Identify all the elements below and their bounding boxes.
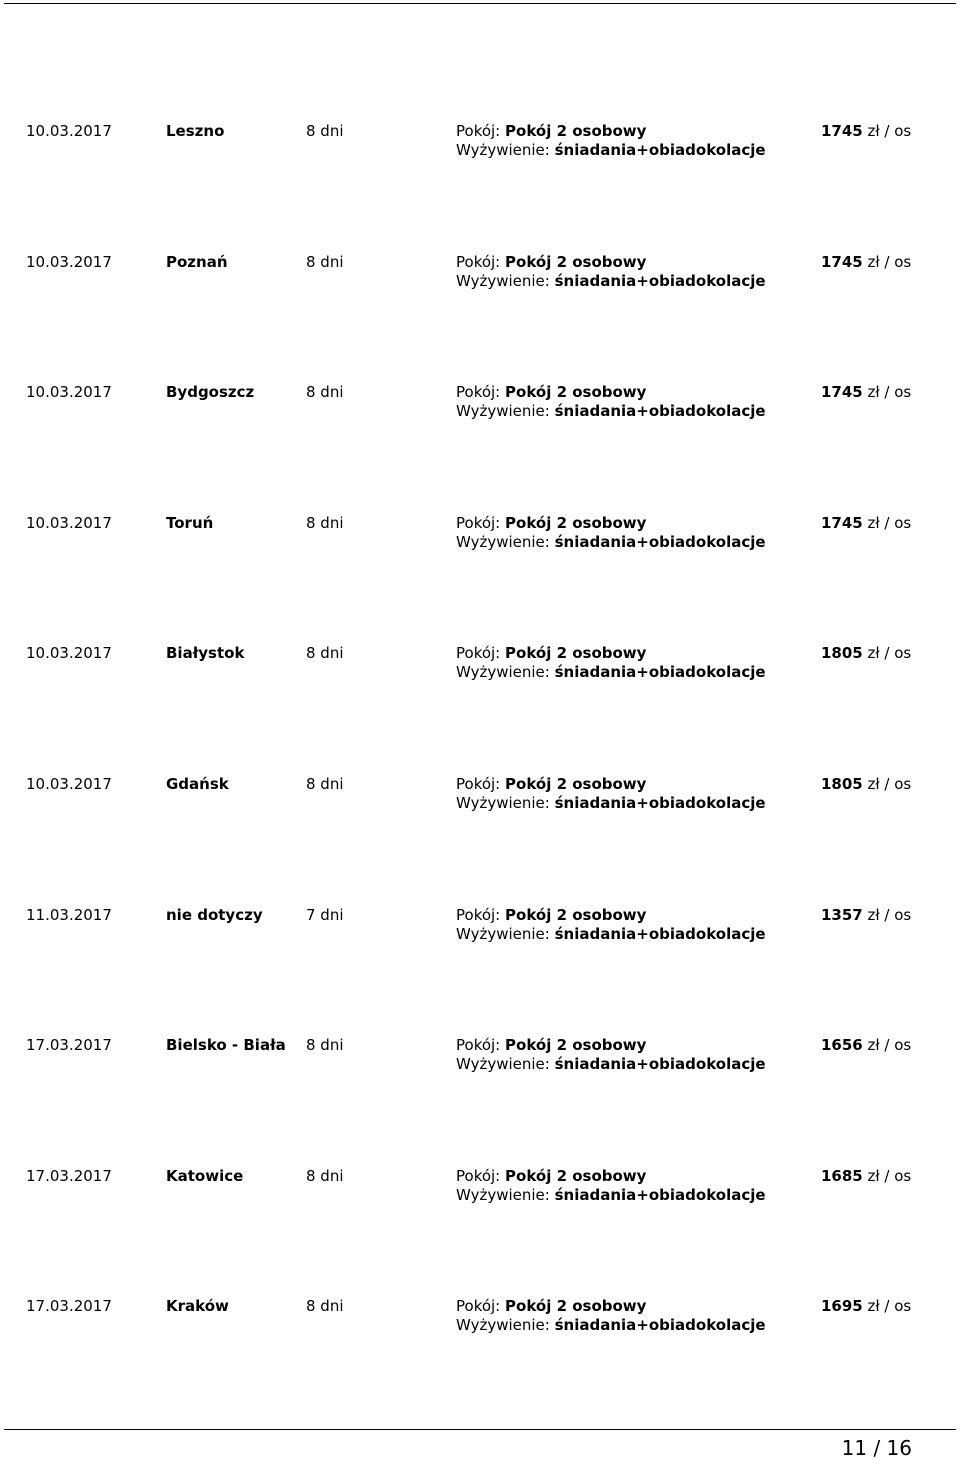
board-type: śniadania+obiadokolacje [554,532,766,551]
trip-duration: 8 dni [306,252,344,271]
price [821,383,911,402]
price [821,775,911,794]
trip-duration: 8 dni [306,1297,344,1316]
bottom-divider [4,1429,956,1430]
departure-city: Katowice [166,1166,244,1185]
accommodation-details [456,122,766,160]
room-label: Pokój: [456,122,501,140]
departure-city: Kraków [166,1297,229,1316]
accommodation-details [456,1297,766,1335]
accommodation-details [456,1036,766,1074]
list-item [0,253,960,384]
trip-duration: 8 dni [306,1166,344,1185]
departure-date: 17.03.2017 [26,1166,112,1185]
price-unit: zł / os [867,122,912,140]
departure-date: 10.03.2017 [26,252,112,271]
price-unit: zł / os [867,774,912,793]
accommodation-details [456,1167,766,1205]
accommodation-details [456,383,766,421]
room-label: Pokój: [456,774,501,793]
departure-city: Gdańsk [166,774,229,793]
board-type: śniadania+obiadokolacje [554,271,766,290]
board-label: Wyżywienie: [456,793,550,812]
board-type: śniadania+obiadokolacje [554,1055,766,1074]
price-value: 1695 [821,1297,863,1316]
board-label: Wyżywienie: [456,1055,550,1074]
trip-duration: 8 dni [306,383,344,402]
departure-city: Leszno [166,122,225,140]
room-type: Pokój 2 osobowy [505,1297,647,1316]
list-item [0,1297,960,1428]
list-item [0,122,960,253]
room-type: Pokój 2 osobowy [505,774,647,793]
departure-date: 10.03.2017 [26,122,112,140]
departure-date: 17.03.2017 [26,1036,112,1055]
price-value: 1656 [821,1036,863,1055]
price [821,1167,911,1186]
price-value: 1805 [821,774,863,793]
price-unit: zł / os [867,513,912,532]
list-item [0,775,960,906]
departure-list [0,122,960,1428]
price [821,906,911,925]
price-unit: zł / os [867,1036,912,1055]
departure-date: 10.03.2017 [26,513,112,532]
board-type: śniadania+obiadokolacje [554,793,766,812]
board-type: śniadania+obiadokolacje [554,1316,766,1335]
departure-city: Białystok [166,644,245,663]
top-divider [4,3,956,4]
trip-duration: 8 dni [306,774,344,793]
price-unit: zł / os [867,1166,912,1185]
list-item [0,644,960,775]
room-label: Pokój: [456,252,501,271]
board-label: Wyżywienie: [456,141,550,159]
departure-date: 17.03.2017 [26,1297,112,1316]
price [821,122,911,141]
price [821,644,911,663]
room-type: Pokój 2 osobowy [505,252,647,271]
price-value: 1745 [821,122,863,140]
price-value: 1357 [821,905,863,924]
trip-duration: 8 dni [306,122,344,140]
price-unit: zł / os [867,252,912,271]
room-label: Pokój: [456,905,501,924]
room-label: Pokój: [456,1166,501,1185]
room-type: Pokój 2 osobowy [505,383,647,402]
departure-date: 10.03.2017 [26,383,112,402]
price-value: 1745 [821,252,863,271]
price-value: 1745 [821,513,863,532]
departure-date: 11.03.2017 [26,905,112,924]
room-type: Pokój 2 osobowy [505,644,647,663]
board-label: Wyżywienie: [456,1185,550,1204]
trip-duration: 8 dni [306,1036,344,1055]
list-item [0,383,960,514]
price [821,514,911,533]
price-unit: zł / os [867,905,912,924]
room-type: Pokój 2 osobowy [505,122,647,140]
departure-city: Bielsko - Biała [166,1036,286,1055]
room-type: Pokój 2 osobowy [505,905,647,924]
room-label: Pokój: [456,1297,501,1316]
price-value: 1745 [821,383,863,402]
board-label: Wyżywienie: [456,402,550,421]
board-label: Wyżywienie: [456,924,550,943]
departure-date: 10.03.2017 [26,774,112,793]
price [821,1297,911,1316]
departure-city: Bydgoszcz [166,383,255,402]
page-number: 11 / 16 [841,1436,912,1460]
price-value: 1685 [821,1166,863,1185]
departure-city: Toruń [166,513,214,532]
board-type: śniadania+obiadokolacje [554,663,766,682]
departure-city: nie dotyczy [166,905,263,924]
accommodation-details [456,644,766,682]
accommodation-details [456,906,766,944]
room-label: Pokój: [456,383,501,402]
trip-duration: 7 dni [306,905,344,924]
departure-date: 10.03.2017 [26,644,112,663]
board-type: śniadania+obiadokolacje [554,402,766,421]
price [821,1036,911,1055]
room-label: Pokój: [456,644,501,663]
price-unit: zł / os [867,383,912,402]
board-type: śniadania+obiadokolacje [554,924,766,943]
list-item [0,906,960,1037]
list-item [0,1167,960,1298]
room-label: Pokój: [456,1036,501,1055]
price-unit: zł / os [867,1297,912,1316]
list-item [0,514,960,645]
board-type: śniadania+obiadokolacje [554,141,766,159]
accommodation-details [456,253,766,291]
departure-city: Poznań [166,252,228,271]
board-type: śniadania+obiadokolacje [554,1185,766,1204]
board-label: Wyżywienie: [456,1316,550,1335]
room-type: Pokój 2 osobowy [505,513,647,532]
list-item [0,1036,960,1167]
price-unit: zł / os [867,644,912,663]
accommodation-details [456,775,766,813]
price [821,253,911,272]
trip-duration: 8 dni [306,513,344,532]
price-value: 1805 [821,644,863,663]
trip-duration: 8 dni [306,644,344,663]
board-label: Wyżywienie: [456,271,550,290]
board-label: Wyżywienie: [456,663,550,682]
accommodation-details [456,514,766,552]
room-type: Pokój 2 osobowy [505,1166,647,1185]
board-label: Wyżywienie: [456,532,550,551]
room-label: Pokój: [456,513,501,532]
room-type: Pokój 2 osobowy [505,1036,647,1055]
